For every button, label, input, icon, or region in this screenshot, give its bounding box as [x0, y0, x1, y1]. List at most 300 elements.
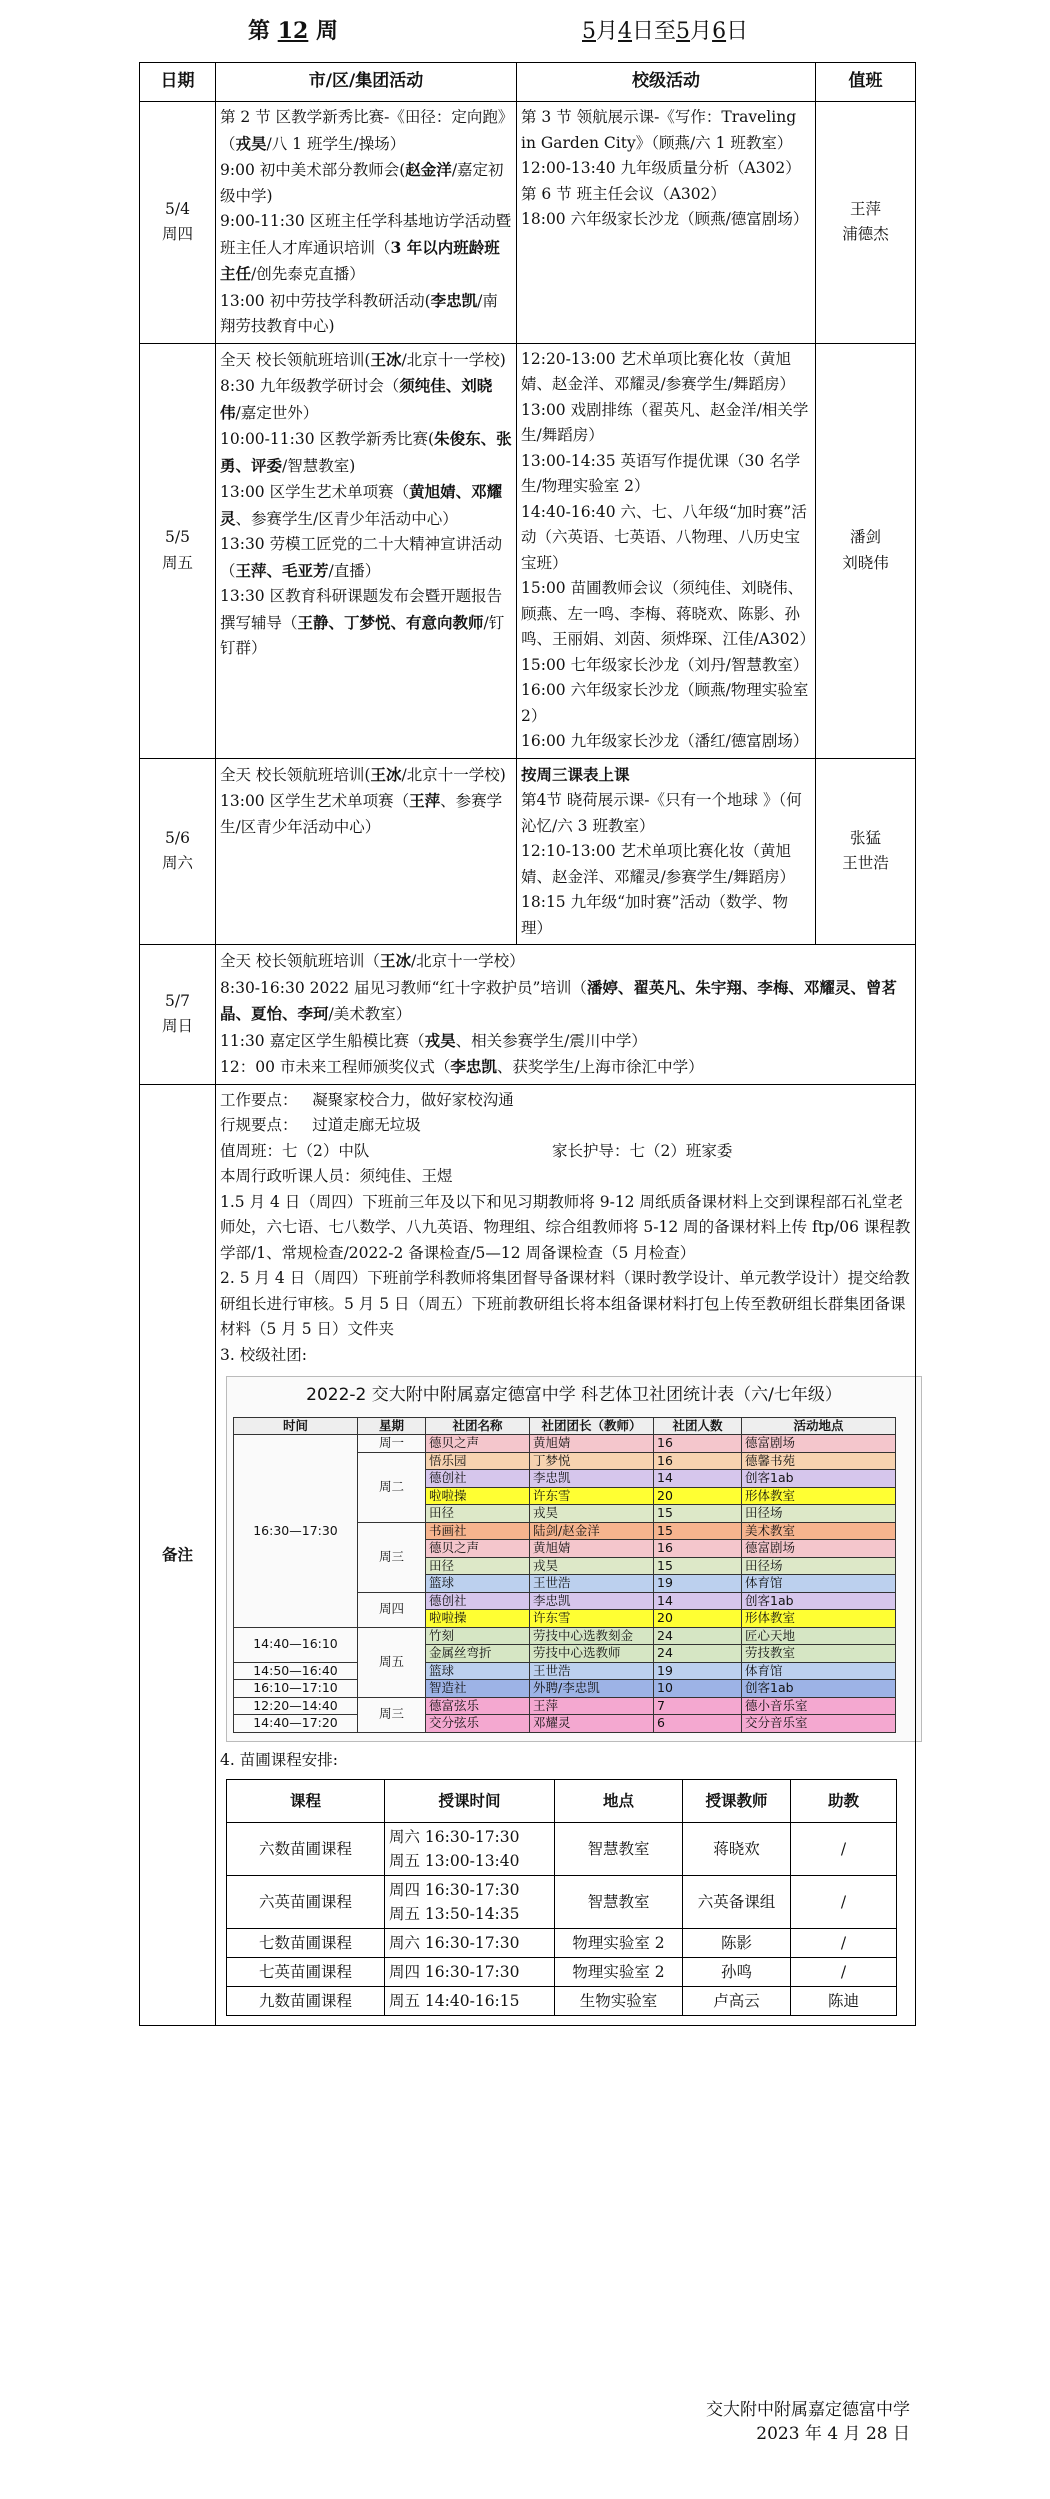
- parent-guard-label: 家长护导：: [552, 1141, 630, 1160]
- text-run: /直播）: [328, 561, 381, 580]
- club-place: 交分音乐室: [742, 1715, 896, 1733]
- text-run: 14:40-16:40 六、七、八年级“加时赛”活动（六英语、七英语、八物理、八历史宝宝班）: [521, 502, 807, 572]
- club-place: 创客1ab: [742, 1680, 896, 1698]
- text-run: 9:00 初中美术部分教师会(: [220, 161, 406, 179]
- club-name: 悟乐园: [426, 1452, 530, 1470]
- school-activity: [521, 839, 811, 890]
- bold-text-run: 赵金洋: [405, 160, 452, 179]
- club-time: 14:40—17:20: [234, 1715, 358, 1733]
- club-col-header: 社团名称: [426, 1417, 530, 1435]
- day-date: 5/5: [165, 528, 190, 546]
- duty-class-line: [220, 1139, 911, 1165]
- week-prefix: 第: [248, 18, 271, 44]
- seedling-teacher: 六英备课组: [683, 1876, 791, 1929]
- club-place: 德富剧场: [742, 1435, 896, 1453]
- club-place: 田径场: [742, 1557, 896, 1575]
- club-leader: 许东雪: [530, 1487, 654, 1505]
- text-run: 15:00 七年级家长沙龙（刘丹/智慧教室）: [521, 655, 809, 674]
- text-run: 13:00-14:35 英语写作提优课（30 名学生/物理实验室 2）: [521, 451, 801, 495]
- day-cell: [140, 758, 216, 945]
- club-place: 德馨书苑: [742, 1452, 896, 1470]
- seedling-row: [227, 1876, 897, 1929]
- seedling-place: 物理实验室 2: [555, 1929, 683, 1958]
- seedling-row: [227, 1823, 897, 1876]
- work-point-label: 工作要点：: [220, 1090, 298, 1109]
- club-count: 24: [654, 1645, 742, 1663]
- district-activity: [220, 479, 512, 532]
- seedling-assistant: /: [791, 1823, 897, 1876]
- seedling-col-header: 授课时间: [385, 1780, 555, 1823]
- duty-person: 刘晓伟: [842, 553, 889, 572]
- text-run: 18:00 六年级家长沙龙（顾燕/德富剧场）: [521, 210, 809, 228]
- rules-text: 过道走廊无垃圾: [312, 1116, 421, 1134]
- club-leader: 戎昊: [530, 1505, 654, 1523]
- club-header-row: [234, 1417, 896, 1435]
- club-leader: 王萍: [530, 1697, 654, 1715]
- club-count: 24: [654, 1627, 742, 1645]
- remarks-label: 备注: [140, 1084, 216, 2026]
- club-leader: 邓耀灵: [530, 1715, 654, 1733]
- seedling-assistant: 陈迪: [791, 1987, 897, 2016]
- club-row: [234, 1715, 896, 1733]
- month-char: 月: [596, 19, 619, 44]
- text-run: /北京十一学校): [401, 350, 506, 369]
- seedling-course: 六数苗圃课程: [227, 1823, 385, 1876]
- end-day: 6: [712, 19, 727, 44]
- remark-item-4: 4. 苗圃课程安排:: [220, 1750, 338, 1769]
- club-count: 15: [654, 1505, 742, 1523]
- footer-school: 交大附中附属嘉定德富中学: [706, 2400, 910, 2420]
- club-weekday: 周一: [358, 1435, 426, 1453]
- seedling-teacher: 孙鸣: [683, 1958, 791, 1987]
- club-name: 田径: [426, 1505, 530, 1523]
- school-activity: [521, 449, 811, 500]
- duty-cell: [816, 343, 916, 758]
- club-leader: 黄旭婧: [530, 1540, 654, 1558]
- club-place: 美术教室: [742, 1522, 896, 1540]
- club-count: 20: [654, 1610, 742, 1628]
- day-date: 5/6: [165, 828, 190, 847]
- school-activity: [521, 762, 811, 789]
- district-activity: [220, 948, 911, 975]
- district-activity: [220, 532, 512, 584]
- remarks-content: [216, 1084, 916, 2026]
- duty-person: 王世浩: [842, 854, 889, 873]
- district-activities: [216, 945, 916, 1085]
- club-count: 7: [654, 1697, 742, 1715]
- club-leader: 丁梦悦: [530, 1452, 654, 1470]
- to-char: 至: [654, 19, 677, 44]
- seedling-time: 周四 16:30-17:30: [389, 1963, 520, 1981]
- club-name: 篮球: [426, 1575, 530, 1593]
- club-body: [234, 1435, 896, 1733]
- club-place: 劳技教室: [742, 1645, 896, 1663]
- bold-text-run: 王萍: [409, 791, 441, 810]
- club-name: 德创社: [426, 1470, 530, 1488]
- remark-item-1: 1.5 月 4 日（周四）下班前三年及以下和见习期教师将 9-12 周纸质备课材料上交到课程部石礼堂老师处，六七语、七八数学、八九英语、物理组、综合组教师将 5-12 周的备课材料上传 ftp/06 课程教学部/1、常规检查/2022-2 备课检查/5—12 周备课检查（5 月检查）: [220, 1192, 911, 1262]
- club-weekday: 周二: [358, 1452, 426, 1522]
- rules-label: 行规要点：: [220, 1116, 298, 1134]
- club-count: 16: [654, 1540, 742, 1558]
- text-run: /北京十一学校): [401, 765, 506, 784]
- day-char: 日: [726, 19, 749, 44]
- district-activity: [220, 975, 911, 1028]
- remark-item-3: 3. 校级社团:: [220, 1345, 307, 1364]
- club-name: 书画社: [426, 1522, 530, 1540]
- text-run: /嘉定初级中学): [220, 161, 504, 205]
- club-count: 6: [654, 1715, 742, 1733]
- club-table-title: 2022-2 交大附中附属嘉定德富中学 科艺体卫社团统计表（六/七年级）: [306, 1385, 842, 1405]
- text-run: 16:00 六年级家长沙龙（顾燕/物理实验室 2）: [521, 681, 809, 725]
- club-count: 15: [654, 1522, 742, 1540]
- seedling-body: [227, 1823, 897, 2016]
- seedling-col-header: 课程: [227, 1780, 385, 1823]
- club-place: 匠心天地: [742, 1627, 896, 1645]
- club-count: 14: [654, 1592, 742, 1610]
- district-activity: [220, 105, 512, 157]
- club-count: 19: [654, 1575, 742, 1593]
- club-count: 14: [654, 1470, 742, 1488]
- seedling-col-header: 授课教师: [683, 1780, 791, 1823]
- duty-class-text: 七（2）中队: [282, 1141, 370, 1160]
- text-run: 12:10-13:00 艺术单项比赛化妆（黄旭婧、赵金洋、邓耀灵/参赛学生/舞蹈房）: [521, 842, 795, 886]
- text-run: 第 2 节 区教学新秀比赛-《田径：定向跑》（: [220, 108, 506, 153]
- club-name: 啦啦操: [426, 1610, 530, 1628]
- district-activity: [220, 157, 512, 209]
- club-leader: 李忠凯: [530, 1470, 654, 1488]
- seedling-place: 智慧教室: [555, 1876, 683, 1929]
- text-run: /钉钉群）: [220, 613, 505, 657]
- club-weekday: 周三: [358, 1522, 426, 1592]
- schedule-table: [139, 62, 916, 2026]
- club-weekday: 周三: [358, 1697, 426, 1732]
- seedling-row: [227, 1929, 897, 1958]
- start-month: 5: [582, 19, 596, 44]
- seedling-course: 七数苗圃课程: [227, 1929, 385, 1958]
- text-run: 13:30 区教育科研课题发布会暨开题报告撰写辅导（: [220, 587, 503, 632]
- club-place: 德富剧场: [742, 1540, 896, 1558]
- day-date: 5/4: [165, 199, 190, 218]
- bold-text-run: 王冰: [370, 349, 402, 369]
- club-name: 智造社: [426, 1680, 530, 1698]
- seedling-place: 生物实验室: [555, 1987, 683, 2016]
- seedling-teacher: 陈影: [683, 1929, 791, 1958]
- seedling-course: 九数苗圃课程: [227, 1987, 385, 2016]
- text-run: 13:00 戏剧排练（翟英凡、赵金洋/相关学生/舞蹈房）: [521, 400, 809, 444]
- club-count: 20: [654, 1487, 742, 1505]
- club-place: 田径场: [742, 1505, 896, 1523]
- seedling-time: 周五 13:50-14:35: [389, 1905, 520, 1923]
- month-char: 月: [690, 19, 713, 44]
- club-name: 德贝之声: [426, 1540, 530, 1558]
- duty-cell: [816, 758, 916, 945]
- club-place: 德小音乐室: [742, 1697, 896, 1715]
- seedling-assistant: /: [791, 1929, 897, 1958]
- day-weekday: 周六: [161, 854, 193, 873]
- text-run: 、相关参赛学生/震川中学）: [455, 1031, 647, 1050]
- club-place: 体育馆: [742, 1662, 896, 1680]
- day-cell: [140, 343, 216, 758]
- club-table-image: [226, 1376, 922, 1742]
- club-place: 形体教室: [742, 1610, 896, 1628]
- week-number: 12: [277, 18, 309, 44]
- bold-text-run: 潘婷、翟英凡、朱宇翔、李梅、邓耀灵、曾茗晶、夏怡、李珂: [220, 977, 897, 1023]
- club-name: 交分弦乐: [426, 1715, 530, 1733]
- text-run: 全天 校长领航班培训(: [220, 765, 371, 784]
- club-name: 德创社: [426, 1592, 530, 1610]
- club-col-header: 社团团长（教师）: [530, 1417, 654, 1435]
- schedule-header-row: [140, 63, 916, 102]
- club-name: 啦啦操: [426, 1487, 530, 1505]
- club-leader: 劳技中心选教师: [530, 1645, 654, 1663]
- club-count: 10: [654, 1680, 742, 1698]
- district-activity: [220, 584, 512, 662]
- text-run: 第 6 节 班主任会议（A302）: [521, 184, 726, 203]
- district-activities: [216, 343, 517, 758]
- school-activity: [521, 207, 811, 233]
- club-row: [234, 1697, 896, 1715]
- club-row: [234, 1680, 896, 1698]
- text-run: 10:00-11:30 区教学新秀比赛(: [220, 430, 435, 448]
- seedling-col-header: 助教: [791, 1780, 897, 1823]
- bold-text-run: 须纯佳、刘晓伟: [220, 376, 493, 422]
- text-run: 9:00-11:30 区班主任学科基地访学活动暨班主任人才库通识培训（: [220, 212, 512, 257]
- footer-date: 2023 年 4 月 28 日: [756, 2424, 910, 2444]
- end-month: 5: [676, 19, 691, 44]
- seedling-place: 物理实验室 2: [555, 1958, 683, 1987]
- seedling-header-row: [227, 1780, 897, 1823]
- seedling-times: [385, 1823, 555, 1876]
- school-activities: [517, 758, 816, 945]
- club-name: 德贝之声: [426, 1435, 530, 1453]
- seedling-course: 七英苗圃课程: [227, 1958, 385, 1987]
- club-time: 14:40—16:10: [234, 1627, 358, 1662]
- admin-label: 本周行政听课人员：: [220, 1167, 360, 1185]
- day-char: 日: [632, 19, 655, 44]
- school-activities: [517, 102, 816, 344]
- club-row: [234, 1435, 896, 1453]
- club-time: 16:10—17:10: [234, 1680, 358, 1698]
- school-activity: [521, 678, 811, 729]
- seedling-times: [385, 1929, 555, 1958]
- seedling-teacher: 蒋晓欢: [683, 1823, 791, 1876]
- school-activity: [521, 500, 811, 577]
- text-run: 13:00 区学生艺术单项赛（: [220, 792, 410, 810]
- bold-text-run: 李忠凯: [430, 290, 478, 310]
- seedling-row: [227, 1987, 897, 2016]
- day-date: 5/7: [165, 991, 190, 1010]
- seedling-col-header: 地点: [555, 1780, 683, 1823]
- club-weekday: 周五: [358, 1627, 426, 1697]
- club-time: 14:50—16:40: [234, 1662, 358, 1680]
- parent-guard-text: 七（2）班家委: [629, 1141, 733, 1160]
- club-time: 12:20—14:40: [234, 1697, 358, 1715]
- seedling-place: 智慧教室: [555, 1823, 683, 1876]
- bold-text-run: 王冰: [379, 951, 411, 970]
- duty-class-label: 值周班：: [220, 1141, 283, 1160]
- text-run: 16:00 九年级家长沙龙（潘红/德富剧场）: [521, 732, 809, 750]
- district-activities: [216, 758, 517, 945]
- day-weekday: 周四: [161, 225, 193, 244]
- club-place: 创客1ab: [742, 1470, 896, 1488]
- text-run: 12：00 市未来工程师颁奖仪式（: [220, 1058, 451, 1076]
- club-name: 篮球: [426, 1662, 530, 1680]
- school-activity: [521, 347, 811, 398]
- duty-person: 王萍: [849, 199, 881, 218]
- club-place: 体育馆: [742, 1575, 896, 1593]
- admin-line: [220, 1164, 911, 1190]
- text-run: /智慧教室): [282, 456, 356, 475]
- duty-person: 潘剑: [849, 528, 881, 546]
- club-leader: 戎昊: [530, 1557, 654, 1575]
- seedling-times: [385, 1876, 555, 1929]
- district-activity: [220, 1054, 911, 1081]
- club-leader: 王世浩: [530, 1575, 654, 1593]
- text-run: 12:20-13:00 艺术单项比赛化妆（黄旭婧、赵金洋、邓耀灵/参赛学生/舞蹈房）: [521, 349, 795, 393]
- text-run: /八 1 班学生/操场）: [266, 134, 406, 153]
- day-weekday: 周五: [161, 553, 193, 572]
- page-header: [0, 14, 1050, 48]
- day-row: [140, 945, 916, 1085]
- work-point-text: 凝聚家校合力，做好家校沟通: [312, 1090, 514, 1109]
- club-leader: 外聘/李忠凯: [530, 1680, 654, 1698]
- seedling-times: [385, 1958, 555, 1987]
- district-activity: [220, 788, 512, 840]
- text-run: 13:00 初中劳技学科教研活动(: [220, 291, 431, 310]
- seedling-time: 周六 16:30-17:30: [389, 1828, 520, 1846]
- club-count: 16: [654, 1452, 742, 1470]
- text-run: 13:30 劳模工匠党的二十大精神宣讲活动（: [220, 535, 503, 580]
- col-date: 日期: [140, 63, 216, 102]
- club-leader: 王世浩: [530, 1662, 654, 1680]
- district-activity: [220, 1028, 911, 1055]
- seedling-times: [385, 1987, 555, 2016]
- school-activity: [521, 729, 811, 755]
- remark-item-2: 2. 5 月 4 日（周四）下班前学科教师将集团督导备课材料（课时教学设计、单元教学设计）提交给教研组长进行审核。5 月 5 日（周五）下班前教研组长将本组备课材料打包上传至教研组长群集团备课材料（5 月 5 日）文件夹: [220, 1269, 910, 1338]
- signature-block: [706, 2398, 910, 2446]
- club-leader: 陆剑/赵金洋: [530, 1522, 654, 1540]
- school-activity: [521, 653, 811, 679]
- text-run: 8:30 九年级教学研讨会（: [220, 377, 400, 395]
- rules-point: [220, 1113, 911, 1139]
- text-run: 11:30 嘉定区学生船模比赛（: [220, 1031, 425, 1050]
- duty-person: 张猛: [849, 828, 881, 847]
- club-leader: 劳技中心选教刻金: [530, 1627, 654, 1645]
- district-activity: [220, 373, 512, 426]
- day-cell: [140, 102, 216, 344]
- text-run: 12:00-13:40 九年级质量分析（A302）: [521, 159, 801, 177]
- seedling-assistant: /: [791, 1876, 897, 1929]
- district-activity: [220, 347, 512, 374]
- col-school: 校级活动: [517, 63, 816, 102]
- seedling-time: 周五 14:40-16:15: [389, 1992, 520, 2010]
- day-row: [140, 758, 916, 945]
- seedling-table: [226, 1779, 897, 2016]
- admin-text: 须纯佳、王煜: [359, 1167, 453, 1185]
- text-run: 第4节 晓荷展示课-《只有一个地球 》（何沁忆/六 3 班教室）: [521, 791, 802, 835]
- club-table: [233, 1417, 896, 1733]
- text-run: /创先泰克直播）: [251, 265, 365, 283]
- club-leader: 黄旭婧: [530, 1435, 654, 1453]
- club-leader: 李忠凯: [530, 1592, 654, 1610]
- week-number-title: [248, 14, 338, 45]
- text-run: 、参赛学生/区青少年活动中心）: [220, 792, 503, 836]
- club-place: 形体教室: [742, 1487, 896, 1505]
- club-name: 田径: [426, 1557, 530, 1575]
- text-run: /北京十一学校）: [410, 952, 525, 970]
- club-count: 19: [654, 1662, 742, 1680]
- bold-text-run: 李忠凯: [450, 1057, 497, 1076]
- school-activity: [521, 788, 811, 839]
- text-run: 8:30-16:30 2022 届见习教师“红十字救护员”培训（: [220, 978, 587, 997]
- schedule-body: [140, 102, 916, 1085]
- bold-text-run: 戎昊: [424, 1030, 456, 1050]
- club-count: 15: [654, 1557, 742, 1575]
- seedling-time: 周五 13:00-13:40: [389, 1852, 520, 1870]
- club-place: 创客1ab: [742, 1592, 896, 1610]
- club-row: [234, 1662, 896, 1680]
- school-activity: [521, 156, 811, 182]
- club-name: 德富弦乐: [426, 1697, 530, 1715]
- work-point: [220, 1088, 911, 1114]
- text-run: 15:00 苗圃教师会议（须纯佳、刘晓伟、顾燕、左一鸣、李梅、蒋晓欢、陈影、孙鸣、王丽娟、刘茵、须烨琛、江佳/A302）: [521, 579, 816, 648]
- text-run: 全天 校长领航班培训（: [220, 952, 380, 970]
- seedling-row: [227, 1958, 897, 1987]
- bold-text-run: 朱俊东、张勇、评委: [220, 429, 512, 475]
- bold-text-run: 王萍、毛亚芳: [235, 560, 329, 580]
- col-district: 市/区/集团活动: [216, 63, 517, 102]
- text-run: 全天 校长领航班培训(: [220, 350, 371, 369]
- bold-text-run: 3 年以内班龄班主任: [220, 237, 500, 283]
- seedling-course: 六英苗圃课程: [227, 1876, 385, 1929]
- district-activity: [220, 288, 512, 340]
- bold-text-run: 黄旭婧、邓耀灵: [220, 482, 503, 528]
- start-day: 4: [618, 19, 633, 44]
- text-run: 13:00 区学生艺术单项赛（: [220, 483, 410, 501]
- text-run: 、获奖学生/上海市徐汇中学）: [496, 1058, 704, 1076]
- text-run: 第 3 节 领航展示课-《写作：Traveling in Garden City》（顾燕/六 1 班教室）: [521, 108, 797, 152]
- school-activity: [521, 182, 811, 208]
- remarks-row: [140, 1084, 916, 2026]
- day-row: [140, 343, 916, 758]
- text-run: 、参赛学生/区青少年活动中心）: [235, 509, 458, 528]
- club-count: 16: [654, 1435, 742, 1453]
- club-weekday: 周四: [358, 1592, 426, 1627]
- club-col-header: 时间: [234, 1417, 358, 1435]
- district-activity: [220, 426, 512, 479]
- seedling-teacher: 卢高云: [683, 1987, 791, 2016]
- school-activity: [521, 105, 811, 156]
- school-activities: [517, 343, 816, 758]
- bold-text-run: 戎昊: [235, 133, 267, 153]
- bold-text-run: 按周三课表上课: [521, 764, 630, 784]
- district-activity: [220, 209, 512, 288]
- school-activity: [521, 398, 811, 449]
- club-time: 16:30—17:30: [234, 1435, 358, 1628]
- district-activities: [216, 102, 517, 344]
- bold-text-run: 王静、丁梦悦、有意向教师: [297, 612, 484, 632]
- club-col-header: 星期: [358, 1417, 426, 1435]
- col-duty: 值班: [816, 63, 916, 102]
- club-name: 金属丝弯折: [426, 1645, 530, 1663]
- day-weekday: 周日: [161, 1017, 193, 1036]
- week-suffix: 周: [315, 18, 338, 44]
- duty-cell: [816, 102, 916, 344]
- text-run: /南翔劳技教育中心): [220, 291, 498, 335]
- date-range: [582, 14, 748, 45]
- school-activity: [521, 890, 811, 941]
- seedling-time: 周四 16:30-17:30: [389, 1881, 520, 1899]
